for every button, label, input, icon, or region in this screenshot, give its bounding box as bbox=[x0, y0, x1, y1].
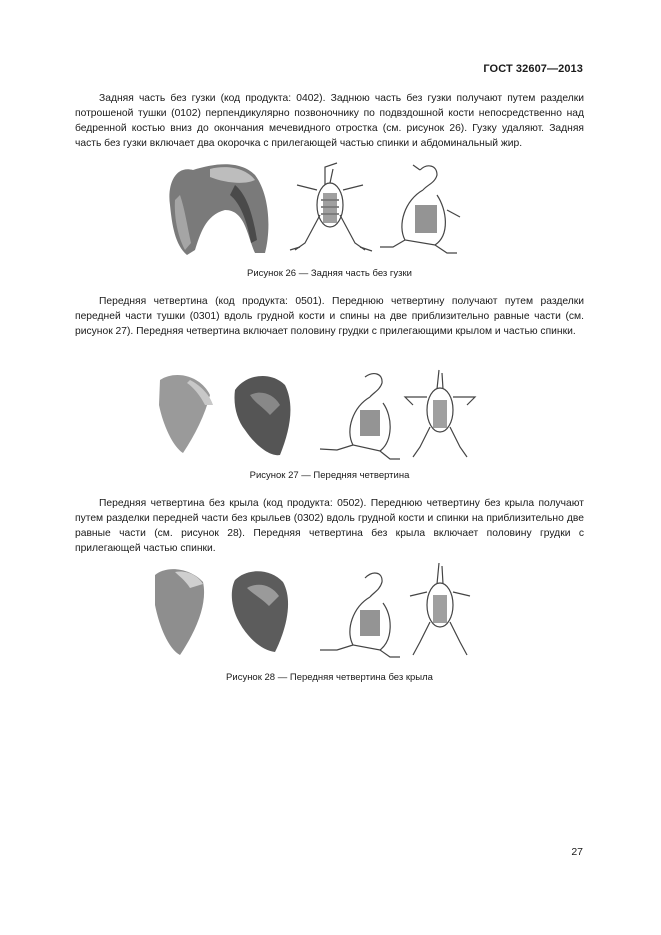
paragraph-front-quarter-without-wing: Передняя четвертина без крыла (код продукта: 0502). Переднюю четвертину без крыла получают путем разделки передней части без крыльев (0302) вдоль грудной кости и спинки на приблизительно две равные части (см. рисунок 28). Передняя четвертина без крыла включает половину грудки с прилегающей частью спинки. bbox=[75, 498, 584, 554]
front-quarter-photo-light bbox=[159, 375, 213, 453]
caption-figure-28: Рисунок 28 — Передняя четвертина без крыла bbox=[226, 672, 433, 683]
rear-part-photo bbox=[169, 164, 268, 255]
front-quarter-no-wing-photo-light bbox=[155, 569, 204, 655]
skeleton-side-view-icon bbox=[320, 573, 400, 657]
caption-figure-27: Рисунок 27 — Передняя четвертина bbox=[249, 470, 410, 481]
skeleton-front-view-icon bbox=[410, 563, 470, 655]
front-quarter-no-wing-photo-dark bbox=[232, 571, 288, 652]
caption-figure-26: Рисунок 26 — Задняя часть без гузки bbox=[247, 268, 412, 279]
front-quarter-photo-dark bbox=[234, 376, 290, 455]
skeleton-front-view-icon bbox=[405, 370, 475, 457]
paragraph-front-quarter: Передняя четвертина (код продукта: 0501). Переднюю четвертину получают путем разделки передней части тушки (0301) вдоль грудной кости и спины на две приблизительно равные части (см. рисунок 27). Передняя четвертина включает половину грудки с прилегающими крылом и частью спинки. bbox=[75, 296, 584, 337]
figure-28 bbox=[75, 560, 584, 665]
page-number: 27 bbox=[571, 846, 583, 858]
skeleton-side-view-icon bbox=[380, 165, 460, 253]
paragraph-rear-part: Задняя часть без гузки (код продукта: 0402). Заднюю часть без гузки получают путем разделки потрошеной тушки (0102) перпендикулярно позвоночнику по подвздошной кости непосредственно над бедренной костью вниз до окончания мечевидного отростка (см. рисунок 26). Гузку удаляют. Задняя часть без гузки включает два окорочка с прилегающей частью спинки и абдоминальный жир. bbox=[75, 93, 584, 149]
document-number-header: ГОСТ 32607—2013 bbox=[483, 63, 583, 75]
skeleton-front-view-icon bbox=[290, 163, 372, 251]
skeleton-side-view-icon bbox=[320, 374, 400, 459]
figure-26 bbox=[75, 155, 584, 260]
figure-27 bbox=[75, 365, 584, 465]
